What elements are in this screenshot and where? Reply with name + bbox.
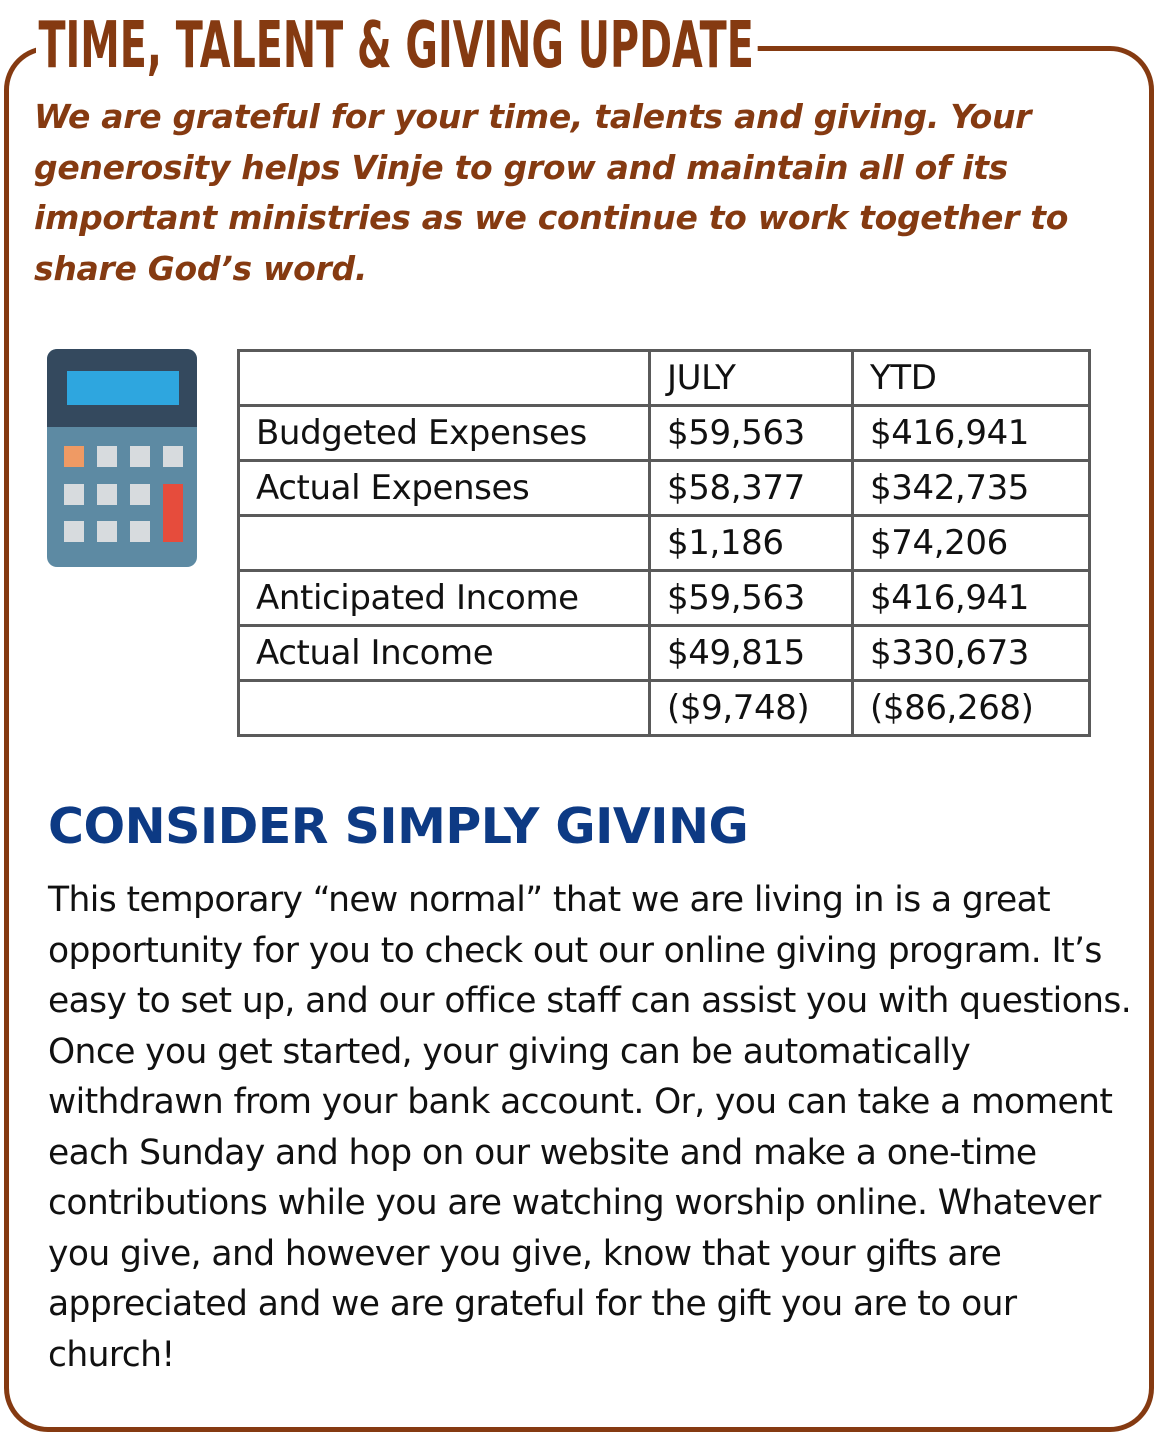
table-row xyxy=(239,516,1090,571)
ytd-value: $342,735 xyxy=(853,461,1090,516)
giving-heading: CONSIDER SIMPLY GIVING xyxy=(48,798,749,855)
ytd-value: ($86,268) xyxy=(853,681,1090,736)
calculator-icon xyxy=(47,349,197,567)
july-value: $1,186 xyxy=(650,516,853,571)
row-label xyxy=(239,516,650,571)
table-header-row xyxy=(239,351,1090,406)
giving-body-text: This temporary “new normal” that we are living in is a great opportunity for you to check out our online giving program. It’s easy to set up, and our office staff can assist you with questions. Once you get started, your giving can be automatically withdrawn from your bank account. Or, you can take a moment each Sunday and hop on our website and make a one-time contributions while you are watching worship online. Whatever you give, and however you give, know that your gifts are appreciated and we are grateful for the gift you are to our church! xyxy=(48,880,1132,1375)
row-label: Anticipated Income xyxy=(239,571,650,626)
row-label: Actual Income xyxy=(239,626,650,681)
july-value: $58,377 xyxy=(650,461,853,516)
ytd-value: $416,941 xyxy=(853,406,1090,461)
table-row xyxy=(239,406,1090,461)
row-label xyxy=(239,681,650,736)
page-title: TIME, TALENT & GIVING UPDATE xyxy=(36,0,758,92)
ytd-value: $74,206 xyxy=(853,516,1090,571)
table-row xyxy=(239,626,1090,681)
july-value: ($9,748) xyxy=(650,681,853,736)
intro-text: We are grateful for your time, talents and giving. Your generosity helps Vinje to grow and maintain all of its important ministries as we continue to work together to share God’s word. xyxy=(34,97,1069,288)
july-value: $49,815 xyxy=(650,626,853,681)
budget-table xyxy=(237,349,1091,737)
ytd-value: $416,941 xyxy=(853,571,1090,626)
table-header-july: JULY xyxy=(650,351,853,406)
table-header-ytd: YTD xyxy=(853,351,1090,406)
july-value: $59,563 xyxy=(650,406,853,461)
row-label: Budgeted Expenses xyxy=(239,406,650,461)
table-cell xyxy=(239,351,650,406)
row-label: Actual Expenses xyxy=(239,461,650,516)
ytd-value: $330,673 xyxy=(853,626,1090,681)
table-row xyxy=(239,461,1090,516)
table-row xyxy=(239,571,1090,626)
table-row xyxy=(239,681,1090,736)
july-value: $59,563 xyxy=(650,571,853,626)
